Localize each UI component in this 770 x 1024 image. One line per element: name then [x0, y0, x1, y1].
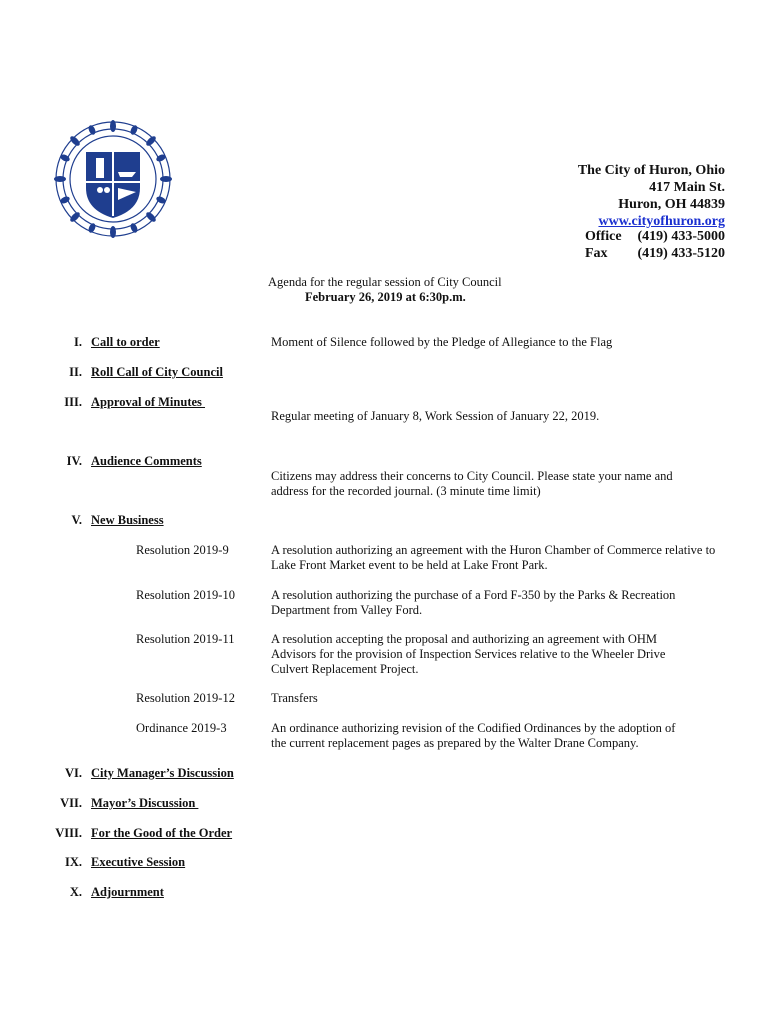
- section-title: City Manager’s Discussion: [91, 766, 234, 780]
- section-number: VII.: [60, 796, 82, 810]
- item-id: Resolution 2019-12: [136, 691, 235, 705]
- item-description: A resolution accepting the proposal and authorizing an agreement with OHM Advisors for the provision of Inspection Services relative to the Wheeler Drive Culvert Replacement Project.: [271, 632, 666, 676]
- section-title: Adjournment: [91, 885, 164, 899]
- section-number: III.: [64, 395, 82, 409]
- fax-phone: (419) 433-5120: [637, 246, 725, 261]
- city-seal-logo: [52, 118, 174, 240]
- fax-line: [585, 245, 725, 262]
- office-label: Office: [585, 229, 622, 244]
- item-description: Transfers: [271, 691, 318, 705]
- item-id: Resolution 2019-11: [136, 632, 235, 646]
- item-description: An ordinance authorizing revision of the Codified Ordinances by the adoption of the current replacement pages as prepared by the Walter Drane Company.: [271, 721, 676, 750]
- section-number: V.: [71, 513, 82, 527]
- section-title: Executive Session: [91, 855, 186, 869]
- office-line: [585, 228, 725, 245]
- section-number: VIII.: [55, 826, 82, 840]
- agenda-title-block: [268, 275, 502, 305]
- section-number: II.: [69, 365, 82, 379]
- city-state-zip: Huron, OH 44839: [618, 197, 725, 212]
- city-name: The City of Huron, Ohio: [577, 163, 725, 178]
- agenda-date: February 26, 2019 at 6:30p.m.: [305, 290, 466, 304]
- section-description: Moment of Silence followed by the Pledge of Allegiance to the Flag: [271, 335, 613, 349]
- section-title: New Business: [91, 513, 164, 527]
- item-id: Ordinance 2019-3: [136, 721, 227, 735]
- section-description: Citizens may address their concerns to City Council. Please state your name and address for the recorded journal. (3 minute time limit): [271, 469, 673, 498]
- section-number: I.: [74, 335, 82, 349]
- item-id: Resolution 2019-9: [136, 543, 229, 557]
- section-description: Regular meeting of January 8, Work Session of January 22, 2019.: [271, 409, 600, 423]
- agenda-title: Agenda for the regular session of City Council: [268, 275, 502, 289]
- section-title: Mayor’s Discussion: [91, 796, 199, 810]
- item-description: A resolution authorizing an agreement with the Huron Chamber of Commerce relative to Lake Front Market event to be held at Lake Front Park.: [271, 543, 716, 572]
- item-id: Resolution 2019-10: [136, 588, 235, 602]
- section-number: IV.: [66, 454, 82, 468]
- street-address: 417 Main St.: [649, 180, 725, 195]
- website-link[interactable]: www.cityofhuron.org: [598, 214, 725, 229]
- office-phone: (419) 433-5000: [637, 229, 725, 244]
- section-title: Roll Call of City Council: [91, 365, 223, 379]
- section-title: Call to order: [91, 335, 160, 349]
- section-title: For the Good of the Order: [91, 826, 233, 840]
- fax-label: Fax: [585, 246, 608, 261]
- section-number: X.: [69, 885, 82, 899]
- section-title: Audience Comments: [91, 454, 202, 468]
- item-description: A resolution authorizing the purchase of a Ford F-350 by the Parks & Recreation Department from Valley Ford.: [271, 588, 676, 617]
- section-number: VI.: [64, 766, 82, 780]
- section-number: IX.: [64, 855, 82, 869]
- section-title: Approval of Minutes: [91, 395, 206, 409]
